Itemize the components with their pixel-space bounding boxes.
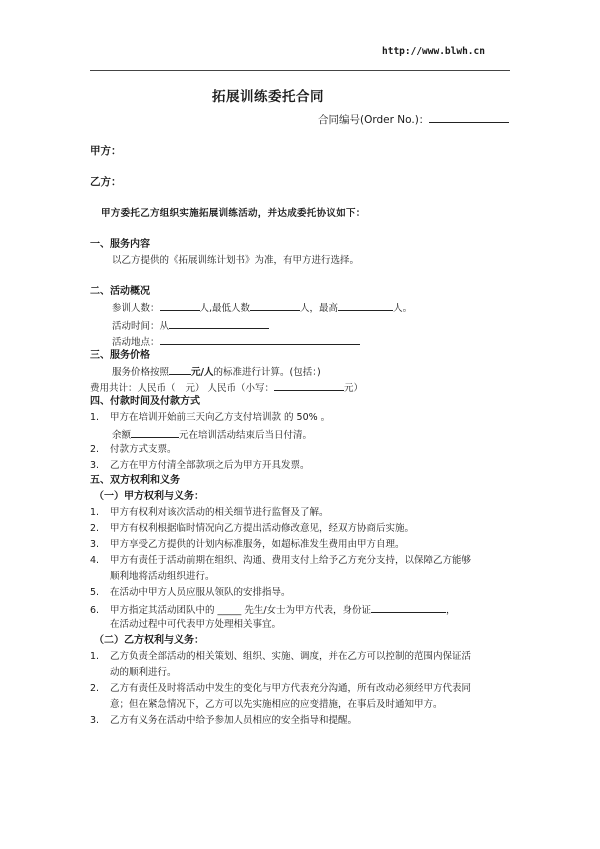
party-b-item-1-cont: 动的顺利进行。 <box>110 667 177 678</box>
section-4-heading: 四、付款时间及付款方式 <box>90 396 200 407</box>
order-number-blank <box>429 113 509 123</box>
item-number: 2. <box>90 444 100 455</box>
section-5-heading: 五、双方权利和义务 <box>90 475 180 486</box>
payment-balance-row <box>112 428 312 442</box>
participants-row <box>112 301 412 315</box>
balance-post: 元在培训活动结束后当日付清。 <box>179 430 313 441</box>
payment-item-1-text: 甲方在培训开始前三天向乙方支付培训款 的 50% 。 <box>110 412 331 423</box>
party-a-item-4 <box>90 555 471 567</box>
section-1-text: 以乙方提供的《拓展训练计划书》为准，有甲方进行选择。 <box>112 255 360 266</box>
payment-item-3 <box>90 460 310 472</box>
activity-time-blank <box>169 319 269 329</box>
party-b-item-1 <box>90 651 471 663</box>
item-number: 1. <box>90 507 100 518</box>
party-a-item-2 <box>90 523 414 535</box>
party-b-item-3-text: 乙方有义务在活动中给予参加人员相应的安全指导和提醒。 <box>110 715 358 726</box>
activity-place-label: 活动地点： <box>112 337 160 348</box>
header-divider <box>90 70 510 71</box>
representative-name-blank: _____ <box>217 605 242 616</box>
item-number: 3. <box>90 539 100 550</box>
item-number: 1. <box>90 412 100 423</box>
party-b-item-3 <box>90 715 357 727</box>
party-a-item-1-text: 甲方有权利对该次活动的相关细节进行监督及了解。 <box>110 507 329 518</box>
total-post: 元） <box>344 383 364 394</box>
order-number-row <box>318 113 509 126</box>
activity-time-row <box>112 319 269 333</box>
item-number: 2. <box>90 523 100 534</box>
item-number: 3. <box>90 715 100 726</box>
total-row <box>90 381 363 395</box>
item-number: 6. <box>90 605 100 616</box>
party-b-item-2 <box>90 683 471 695</box>
party-b-item-2-cont: 意；但在紧急情况下，乙方可以先实施相应的应变措施，在事后及时通知甲方。 <box>110 699 443 710</box>
section-1-heading: 一、服务内容 <box>90 239 150 250</box>
party-a-item-6-cont: 在活动过程中可代表甲方处理相关事宜。 <box>110 619 282 630</box>
activity-place-blank <box>160 335 360 345</box>
party-a-label: 甲方： <box>90 145 122 157</box>
activity-time-label: 活动时间：从 <box>112 321 170 332</box>
payment-item-2-text: 付款方式支票。 <box>110 444 177 455</box>
item-number: 5. <box>90 587 100 598</box>
contract-title: 拓展训练委托合同 <box>212 89 324 105</box>
party-a-item-2-text: 甲方有权利根据临时情况向乙方提出活动修改意见，经双方协商后实施。 <box>110 523 415 534</box>
participants-blank <box>160 301 200 311</box>
payment-item-2 <box>90 444 177 456</box>
participants-min-label: 人,最低人数 <box>199 303 251 314</box>
section-2-heading: 二、活动概况 <box>90 286 150 297</box>
price-pre: 服务价格按照 <box>112 367 170 378</box>
item-number: 4. <box>90 555 100 566</box>
representative-mid: 先生/女士为甲方代表，身份证 <box>244 605 372 616</box>
total-mid: 元） 人民币（小写： <box>185 383 275 394</box>
price-unit: 元/人 <box>191 367 214 378</box>
payment-item-1 <box>90 412 330 424</box>
intro-text: 甲方委托乙方组织实施拓展训练活动，并达成委托协议如下： <box>101 208 366 219</box>
total-pre: 费用共计：人民币（ <box>90 383 176 394</box>
balance-blank <box>131 428 179 438</box>
item-number: 3. <box>90 460 100 471</box>
section-3-heading: 三、服务价格 <box>90 350 150 361</box>
price-post: 的标准进行计算。(包括：) <box>213 367 321 378</box>
party-a-item-5 <box>90 587 291 599</box>
party-a-item-3 <box>90 539 405 551</box>
participants-max-label: 人，最高 <box>300 303 339 314</box>
party-a-item-1 <box>90 507 329 519</box>
id-card-blank <box>371 603 446 613</box>
participants-unit: 人。 <box>393 303 413 314</box>
party-a-item-3-text: 甲方享受乙方提供的计划内标准服务，如超标准发生费用由甲方自理。 <box>110 539 405 550</box>
party-a-rights-heading: （一）甲方权利与义务： <box>94 491 204 502</box>
activity-place-row <box>112 335 360 349</box>
participants-min-blank <box>250 301 300 311</box>
party-a-item-4-cont: 顺利地将活动组织进行。 <box>110 571 215 582</box>
party-a-item-5-text: 在活动中甲方人员应服从领队的安排指导。 <box>110 587 291 598</box>
party-b-item-2-text: 乙方有责任及时将活动中发生的变化与甲方代表充分沟通，所有改动必须经甲方代表同 <box>110 683 472 694</box>
payment-item-3-text: 乙方在甲方付清全部款项之后为甲方开具发票。 <box>110 460 310 471</box>
price-row <box>112 365 321 379</box>
price-blank <box>169 365 191 375</box>
party-b-item-1-text: 乙方负责全部活动的相关策划、组织、实施、调度，并在乙方可以控制的范围内保证活 <box>110 651 472 662</box>
participants-max-blank <box>338 301 393 311</box>
order-number-label: 合同编号(Order No.)： <box>318 114 430 126</box>
participants-label: 参训人数： <box>112 303 160 314</box>
representative-pre: 甲方指定其活动团队中的 <box>110 605 215 616</box>
party-b-rights-heading: （二）乙方权利与义务： <box>94 635 204 646</box>
party-b-label: 乙方： <box>90 176 122 188</box>
party-a-item-4-text: 甲方有责任于活动前期在组织、沟通、费用支付上给予乙方充分支持，以保障乙方能够 <box>110 555 472 566</box>
item-number: 2. <box>90 683 100 694</box>
total-lowercase-blank <box>274 381 344 391</box>
item-number: 1. <box>90 651 100 662</box>
header-url: http://www.blwh.cn <box>382 46 485 57</box>
representative-post: ， <box>446 605 456 616</box>
party-a-item-6 <box>90 603 456 617</box>
balance-pre: 余额 <box>112 430 132 441</box>
